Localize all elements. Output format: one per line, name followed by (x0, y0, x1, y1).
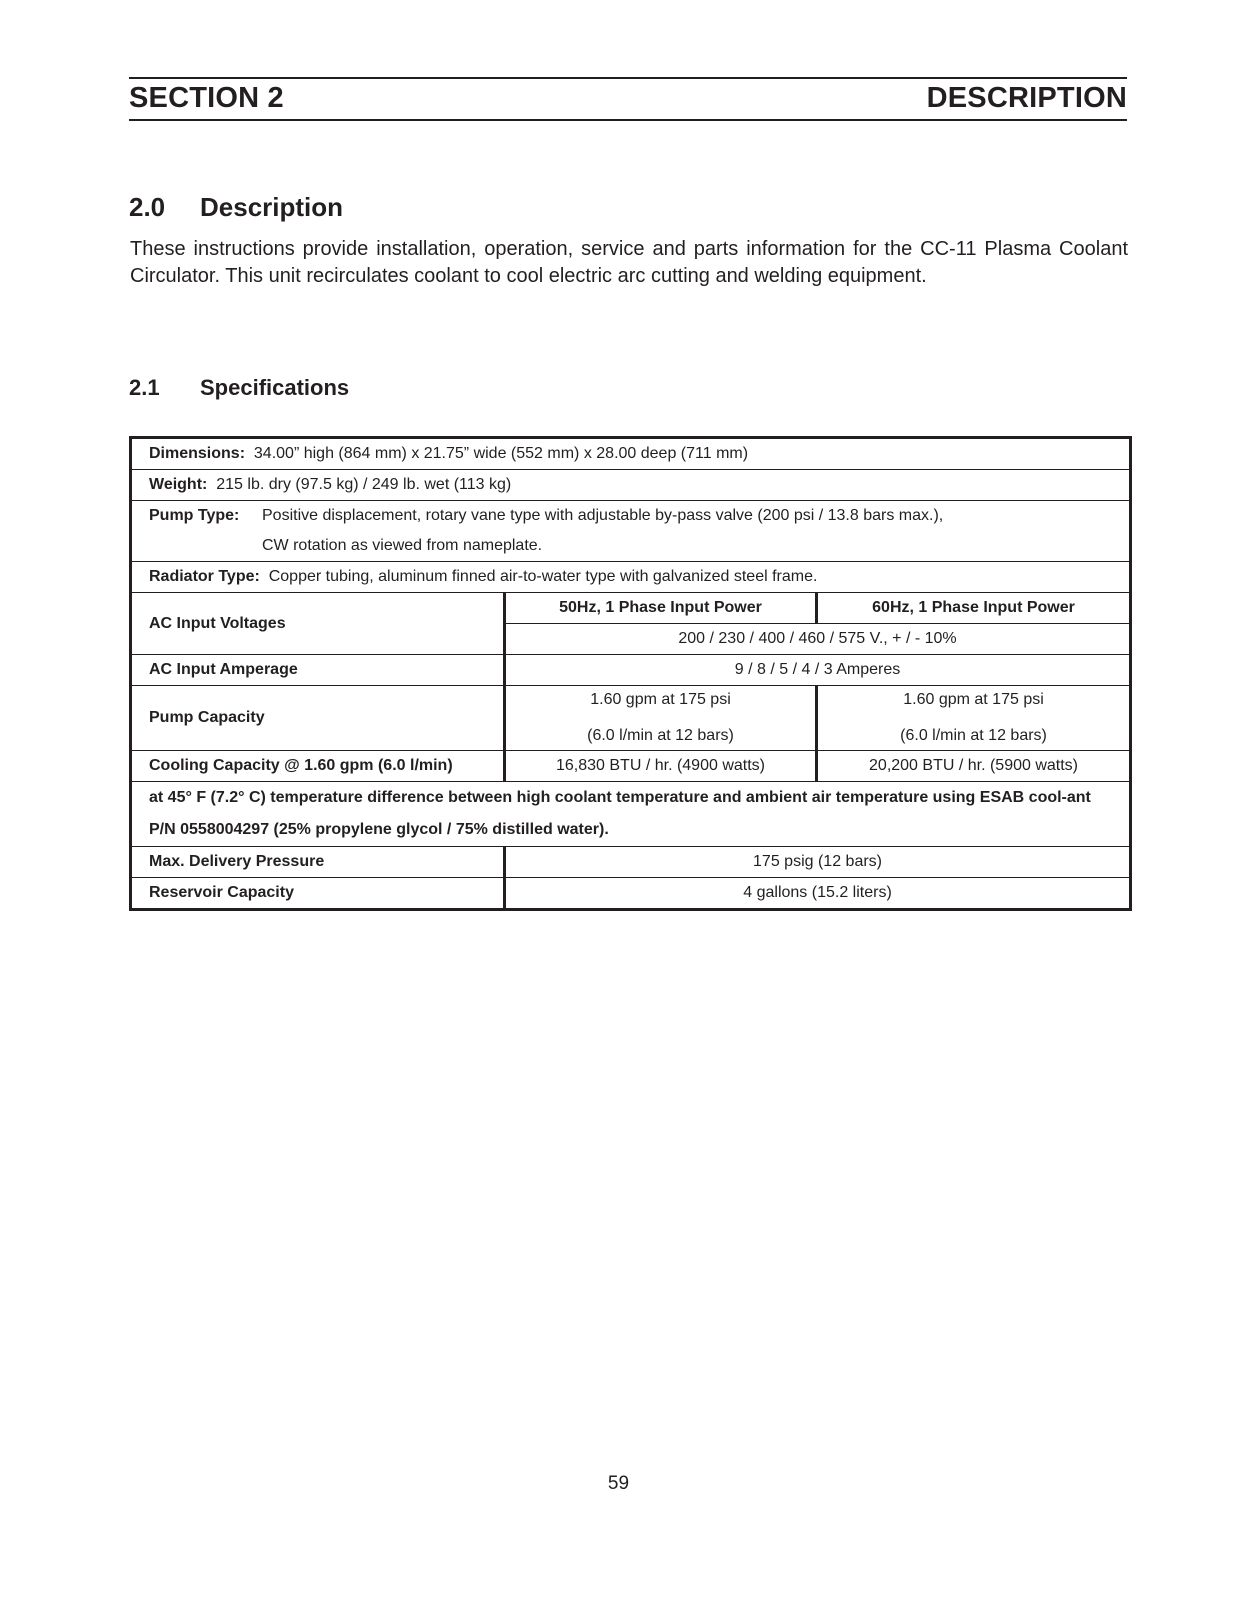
cooling-capacity-50hz: 16,830 BTU / hr. (4900 watts) (505, 751, 817, 782)
column-header-60hz: 60Hz, 1 Phase Input Power (817, 593, 1131, 624)
dimensions-value: 34.00” high (864 mm) x 21.75” wide (552 mm) x 28.00 deep (711 mm) (253, 445, 749, 462)
section-title: DESCRIPTION (926, 82, 1127, 114)
cooling-capacity-60hz: 20,200 BTU / hr. (5900 watts) (817, 751, 1131, 782)
table-row (131, 847, 1131, 878)
paragraph-line: These instructions provide installation, operation, service and parts information for the CC-11 Plasma Coolant (130, 238, 1128, 260)
reservoir-label: Reservoir Capacity (131, 878, 505, 910)
page-number: 59 (607, 1473, 630, 1494)
pump-capacity-label: Pump Capacity (131, 686, 505, 751)
table-row (131, 751, 1131, 782)
pump-type-line: Positive displacement, rotary vane type with adjustable by-pass valve (200 psi / 13.8 bars max.), (262, 507, 944, 524)
section-header (129, 77, 1127, 121)
ac-voltages-label: AC Input Voltages (131, 593, 505, 655)
paragraph-line: Circulator. This unit recirculates coolant to cool electric arc cutting and welding equipment. (130, 265, 927, 287)
column-header-50hz: 50Hz, 1 Phase Input Power (505, 593, 817, 624)
section-number: SECTION 2 (129, 82, 284, 114)
pump-capacity-60hz (817, 686, 1131, 751)
table-row (131, 686, 1131, 751)
pump-capacity-line: (6.0 l/min at 12 bars) (587, 727, 734, 744)
ac-amperage-label: AC Input Amperage (131, 655, 505, 686)
heading-text: Description (200, 192, 344, 222)
max-pressure-label: Max. Delivery Pressure (131, 847, 505, 878)
pump-type-label: Pump Type: (149, 507, 240, 524)
specifications-table (129, 436, 1132, 911)
pump-capacity-line: 1.60 gpm at 175 psi (590, 691, 731, 708)
table-row (131, 562, 1131, 593)
table-row (131, 501, 1131, 562)
dimensions-label: Dimensions: (149, 445, 246, 462)
weight-cell (131, 470, 1131, 501)
pump-capacity-line: 1.60 gpm at 175 psi (903, 691, 1044, 708)
pump-capacity-50hz (505, 686, 817, 751)
pump-type-cell (131, 501, 1131, 562)
reservoir-value: 4 gallons (15.2 liters) (505, 878, 1131, 910)
table-row (131, 782, 1131, 847)
ac-voltages-value: 200 / 230 / 400 / 460 / 575 V., + / - 10% (505, 624, 1131, 655)
table-row (131, 878, 1131, 910)
dimensions-cell (131, 438, 1131, 470)
radiator-cell (131, 562, 1131, 593)
description-paragraph (130, 236, 1128, 290)
weight-value: 215 lb. dry (97.5 kg) / 249 lb. wet (113 kg) (216, 476, 512, 493)
table-row (131, 438, 1131, 470)
cooling-capacity-label: Cooling Capacity @ 1.60 gpm (6.0 l/min) (131, 751, 505, 782)
heading-number: 2.1 (129, 375, 160, 400)
cooling-note: at 45° F (7.2° C) temperature difference between high coolant temperature and ambient air temperature using ESAB cool-ant P/N 0558004297 (25% propylene glycol / 75% distilled water). (131, 782, 1131, 847)
radiator-label: Radiator Type: (149, 568, 260, 585)
table-row (131, 470, 1131, 501)
pump-type-line: CW rotation as viewed from nameplate. (262, 537, 543, 554)
table-row (131, 655, 1131, 686)
weight-label: Weight: (149, 476, 208, 493)
max-pressure-value: 175 psig (12 bars) (505, 847, 1131, 878)
ac-amperage-value: 9 / 8 / 5 / 4 / 3 Amperes (505, 655, 1131, 686)
radiator-value: Copper tubing, aluminum finned air-to-water type with galvanized steel frame. (268, 568, 818, 585)
table-row (131, 593, 1131, 624)
pump-capacity-line: (6.0 l/min at 12 bars) (900, 727, 1047, 744)
heading-text: Specifications (200, 375, 350, 400)
heading-number: 2.0 (129, 192, 166, 222)
